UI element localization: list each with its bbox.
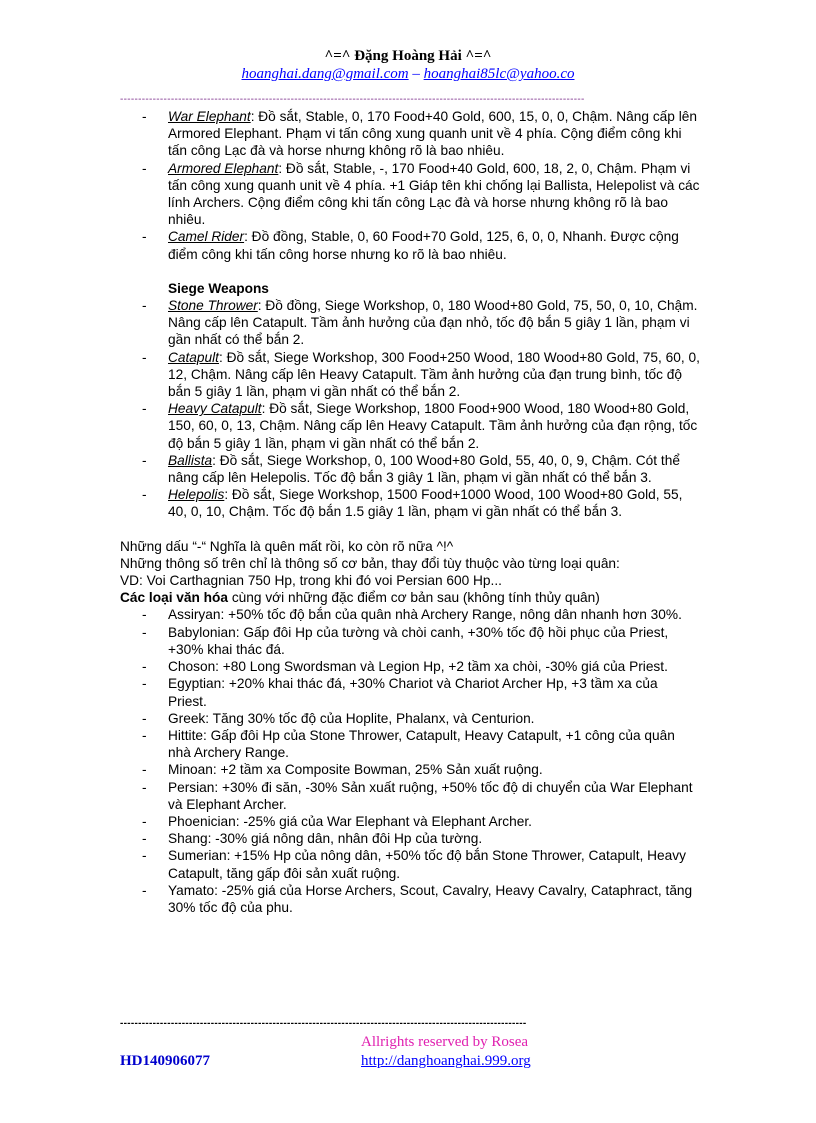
email-link-gmail[interactable]: hoanghai.dang@gmail.com — [241, 66, 409, 82]
list-dash: - — [142, 710, 147, 726]
unit-details: : Đồ sắt, Siege Workshop, 300 Food+250 Wood, 180 Wood+80 Gold, 75, 60, 0, 12, Chậm. Nâng cấp lên Heavy Catapult. Tầm ảnh hưởng của đạn trung bình, tốc độ bắn 5 giây 1 lần, phạm vi gần nhất có thể bắn 2. — [168, 349, 700, 400]
header-divider: -------------------------------------------------------------------------------------------------------------------------------- — [120, 95, 585, 105]
unit-details: : Đồ đồng, Stable, 0, 60 Food+70 Gold, 125, 6, 0, 0, Nhanh. Được cộng điểm công khi tấn công horse nhưng ko rõ là bao nhiêu. — [168, 229, 679, 262]
civilization-text: Hittite: Gấp đôi Hp của Stone Thrower, Catapult, Heavy Catapult, +1 công của quân nhà Archery Range. — [168, 727, 675, 761]
civilization-text: Egyptian: +20% khai thác đá, +30% Chariot và Chariot Archer Hp, +3 tầm xa của Priest. — [168, 676, 658, 709]
list-dash: - — [142, 659, 147, 675]
unit-details: : Đồ sắt, Stable, 0, 170 Food+40 Gold, 600, 15, 0, 0, Chậm. Nâng cấp lên Armored Elephant. Phạm vi tấn công xung quanh unit về 4 phía. Cộng điểm công khi tấn công Lạc đà và horse nhưng không rõ là bao nhiêu. — [168, 109, 697, 159]
unit-details: : Đồ sắt, Siege Workshop, 1500 Food+1000 Wood, 100 Wood+80 Gold, 55, 40, 0, 10, Chậm. Tốc độ bắn 1.5 giây 1 lần, phạm vi gần nhất có thể bắn 3. — [168, 487, 683, 520]
unit-details: : Đồ sắt, Siege Workshop, 0, 100 Wood+80 Gold, 55, 40, 0, 9, Chậm. Cót thể nâng cấp lên Helepolis. Tốc độ bắn 3 giây 1 lần, phạm vi gần nhất có thể bắn 3. — [168, 452, 680, 486]
author-name: ^=^ Đặng Hoàng Hải ^=^ — [324, 48, 492, 64]
list-dash: - — [142, 831, 147, 847]
list-dash: - — [142, 109, 147, 124]
civilization-list — [120, 606, 700, 916]
list-item — [120, 847, 700, 881]
civilization-text: Shang: -30% giá nông dân, nhân đôi Hp của tường. — [168, 831, 483, 847]
list-item — [120, 486, 700, 520]
unit-name: War Elephant — [168, 109, 251, 124]
list-dash: - — [142, 676, 147, 692]
civilization-text: Sumerian: +15% Hp của nông dân, +50% tốc độ bắn Stone Thrower, Catapult, Heavy Catapult, tăng gấp đôi sản xuất ruộng. — [168, 848, 686, 881]
note-line: Những thông số trên chỉ là thông số cơ bản, thay đổi tùy thuộc vào từng loại quân: — [120, 555, 620, 571]
list-dash: - — [142, 452, 147, 468]
civilization-text: Assiryan: +50% tốc độ bắn của quân nhà Archery Range, nông dân nhanh hơn 30%. — [168, 607, 682, 623]
author-emails — [0, 65, 816, 84]
document-id: HD140906077 — [120, 1053, 210, 1069]
list-dash: - — [142, 298, 147, 314]
list-dash: - — [142, 624, 147, 640]
civilization-text: Choson: +80 Long Swordsman và Legion Hp, +2 tầm xa chòi, -30% giá của Priest. — [168, 659, 668, 675]
civilization-text: Yamato: -25% giá của Horse Archers, Scout, Cavalry, Heavy Cavalry, Cataphract, tăng 30% tốc độ của phu. — [168, 882, 693, 915]
list-item — [120, 228, 700, 262]
list-dash: - — [142, 813, 147, 829]
email-link-yahoo[interactable]: hoanghai85lc@yahoo.co — [423, 66, 575, 82]
email-separator: – — [412, 66, 420, 82]
list-item — [120, 710, 700, 727]
note-line: VD: Voi Carthagnian 750 Hp, trong khi đó voi Persian 600 Hp... — [120, 573, 502, 589]
list-item — [120, 160, 700, 229]
notes-section — [120, 538, 700, 607]
list-dash: - — [142, 882, 147, 898]
cavalry-unit-list — [120, 108, 700, 263]
list-dash: - — [142, 401, 147, 417]
list-item — [120, 606, 700, 623]
list-item — [120, 727, 700, 761]
page-header — [0, 47, 816, 84]
civilization-text: Babylonian: Gấp đôi Hp của tường và chòi canh, +30% tốc độ hồi phục của Priest, +30% khai thác đá. — [168, 624, 669, 657]
list-item — [120, 761, 700, 778]
website-link[interactable]: http://danghoanghai.999.org — [361, 1053, 531, 1069]
unit-name: Helepolis — [168, 487, 225, 503]
list-item — [120, 882, 700, 916]
civilizations-heading-bold: Các loại văn hóa — [120, 590, 229, 606]
list-item — [120, 779, 700, 813]
unit-name: Ballista — [168, 452, 213, 468]
unit-details: : Đồ sắt, Siege Workshop, 1800 Food+900 Wood, 180 Wood+80 Gold, 150, 60, 0, 13, Chậm. Nâng cấp lên Heavy Catapult. Tầm ảnh hưởng của đạn rộng, tốc độ bắn 5 giây 1 lần, phạm vi gần nhất có thể bắn 2. — [168, 401, 698, 451]
list-item — [120, 108, 700, 160]
rights-notice: Allrights reserved by Rosea — [361, 1034, 529, 1050]
list-item — [120, 452, 700, 486]
list-dash: - — [142, 160, 147, 176]
siege-unit-list — [120, 297, 700, 521]
unit-name: Armored Elephant — [168, 160, 279, 176]
unit-details: : Đồ sắt, Stable, -, 170 Food+40 Gold, 600, 18, 2, 0, Chậm. Phạm vi tấn công xung quanh unit về 4 phía. +1 Giáp tên khi chống lại Ballista, Helepolist và các lính Archers. Cộng điểm công khi tấn công Lạc đà và horse nhưng không rõ là bao nhiêu. — [168, 160, 700, 228]
unit-name: Heavy Catapult — [168, 401, 262, 417]
list-dash: - — [142, 487, 147, 503]
unit-name: Stone Thrower — [168, 298, 258, 314]
list-dash: - — [142, 779, 147, 795]
unit-details: : Đồ đồng, Siege Workshop, 0, 180 Wood+80 Gold, 75, 50, 0, 10, Chậm. Nâng cấp lên Catapult. Tầm ảnh hưởng của đạn nhỏ, tốc độ bắn 5 giây 1 lần, phạm vi gần nhất có thể bắn 2. — [168, 298, 698, 348]
list-item — [120, 349, 700, 401]
unit-name: Catapult — [168, 349, 219, 365]
list-dash: - — [142, 229, 147, 245]
list-dash: - — [142, 848, 147, 864]
list-item — [120, 813, 700, 830]
list-dash: - — [142, 727, 147, 743]
list-item — [120, 658, 700, 675]
civilization-text: Minoan: +2 tầm xa Composite Bowman, 25% Sản xuất ruộng. — [168, 762, 543, 778]
footer-divider: ---------------------------------------------------------------------------------------------------------------- — [120, 1019, 527, 1029]
section-heading-siege: Siege Weapons — [168, 280, 269, 296]
unit-name: Camel Rider — [168, 229, 245, 245]
list-item — [120, 830, 700, 847]
document-body — [120, 108, 700, 916]
list-dash: - — [142, 762, 147, 778]
list-dash: - — [142, 349, 147, 365]
civilizations-heading — [120, 589, 700, 606]
civilization-text: Persian: +30% đi săn, -30% Sản xuất ruộng, +50% tốc độ di chuyển của War Elephant và Elephant Archer. — [168, 779, 693, 812]
civilization-text: Phoenician: -25% giá của War Elephant và Elephant Archer. — [168, 813, 532, 829]
list-item — [120, 624, 700, 658]
footer-credits — [361, 1033, 531, 1071]
list-item — [120, 400, 700, 452]
civilization-text: Greek: Tăng 30% tốc độ của Hoplite, Phalanx, và Centurion. — [168, 710, 535, 726]
list-dash: - — [142, 607, 147, 623]
civilizations-heading-rest: cùng với những đặc điểm cơ bản sau (không tính thủy quân) — [228, 590, 600, 606]
list-item — [120, 675, 700, 709]
list-item — [120, 297, 700, 349]
note-line: Những dấu “-“ Nghĩa là quên mất rồi, ko còn rõ nữa ^!^ — [120, 538, 454, 554]
